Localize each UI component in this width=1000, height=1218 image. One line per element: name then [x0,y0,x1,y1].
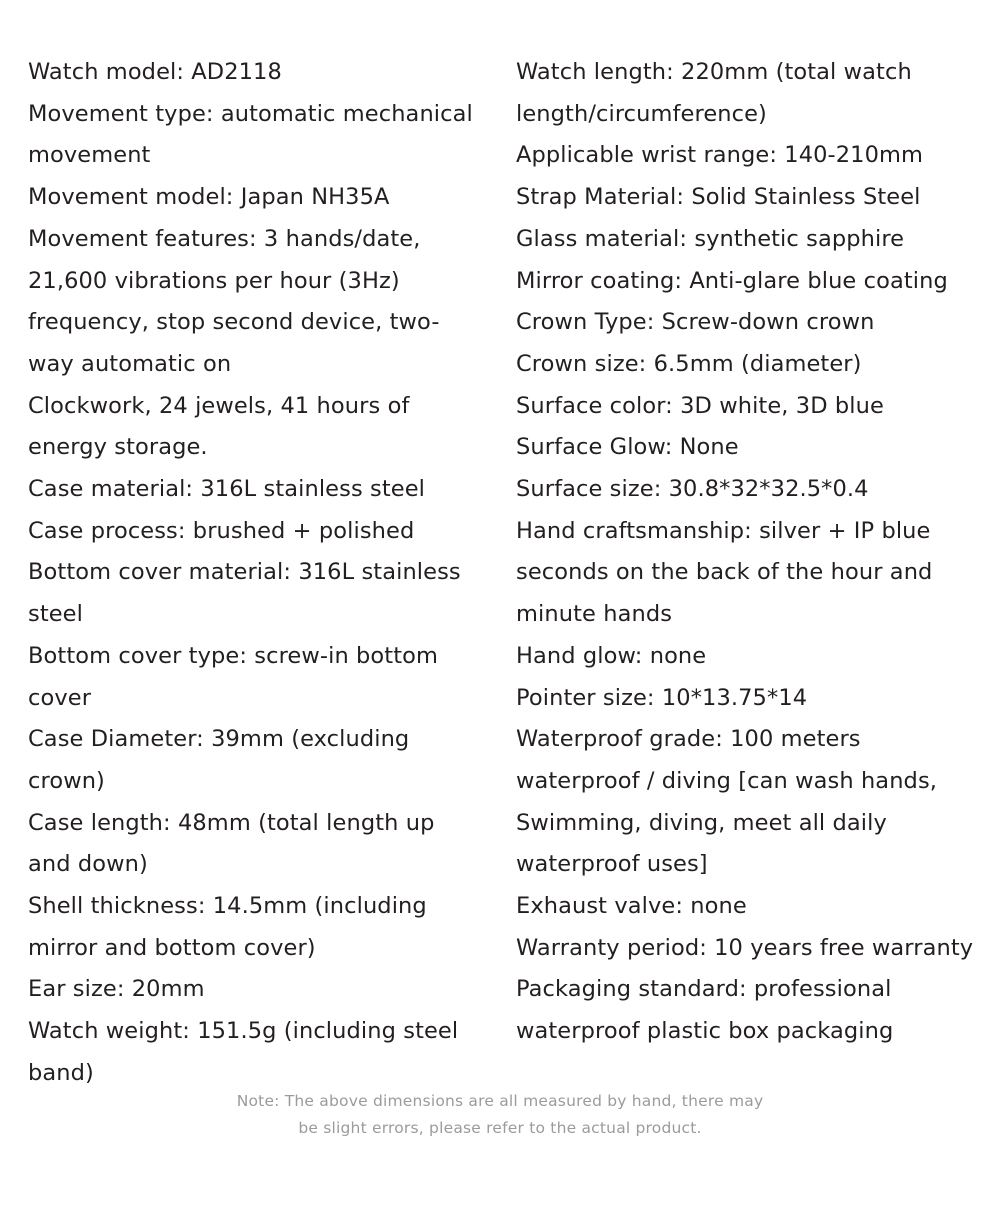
spec-line: Watch weight: 151.5g (including steel band) [28,1018,466,1086]
spec-line: Pointer size: 10*13.75*14 [516,684,808,711]
spec-line: Hand craftsmanship: silver + IP blue seconds on the back of the hour and minute hands [516,517,940,628]
spec-line: Surface color: 3D white, 3D blue [516,392,884,419]
spec-line: Watch model: AD2118 [28,59,282,85]
spec-line: Glass material: synthetic sapphire [516,225,905,252]
spec-line: Shell thickness: 14.5mm (including mirror and bottom cover) [28,893,435,961]
spec-line: Movement features: 3 hands/date, 21,600 vibrations per hour (3Hz) frequency, stop second device, two-way automatic on [28,225,440,377]
spec-line: Surface Glow: None [516,434,739,461]
spec-line: Watch length: 220mm (total watch length/circumference) [516,59,920,127]
spec-line: Hand glow: none [516,642,707,669]
note-line-2: be slight errors, please refer to the actual product. [298,1119,702,1137]
spec-line: Ear size: 20mm [28,976,205,1003]
spec-line: Mirror coating: Anti-glare blue coating [516,267,948,294]
spec-line: Case Diameter: 39mm (excluding crown) [28,726,417,794]
spec-line: Waterproof grade: 100 meters waterproof / diving [can wash hands, Swimming, diving, meet all daily waterproof uses] [516,726,945,878]
spec-line: Strap Material: Solid Stainless Steel [516,184,921,211]
spec-column-left [0,52,488,1095]
spec-line: Movement type: automatic mechanical movement [28,100,481,169]
spec-line: Crown size: 6.5mm (diameter) [516,350,862,377]
spec-line: Applicable wrist range: 140-210mm [516,142,924,169]
spec-line: Packaging standard: professional waterproof plastic box packaging [516,976,899,1045]
spec-line: Warranty period: 10 years free warranty [516,934,974,961]
spec-line: Surface size: 30.8*32*32.5*0.4 [516,476,869,503]
spec-column-right [488,52,1000,1053]
spec-line: Case length: 48mm (total length up and down) [28,809,442,878]
note-line-1: Note: The above dimensions are all measured by hand, there may [236,1092,764,1110]
disclaimer-note [0,1088,1000,1142]
spec-columns [0,52,1000,1095]
spec-line: Exhaust valve: none [516,893,747,920]
spec-line: Crown Type: Screw-down crown [516,309,875,336]
spec-line: Bottom cover material: 316L stainless steel [28,559,469,628]
spec-line: Case material: 316L stainless steel [28,476,426,503]
spec-line: Clockwork, 24 jewels, 41 hours of energy storage. [28,392,417,461]
spec-line: Case process: brushed + polished [28,517,415,544]
spec-line: Bottom cover type: screw-in bottom cover [28,642,446,711]
spec-line: Movement model: Japan NH35A [28,184,390,211]
